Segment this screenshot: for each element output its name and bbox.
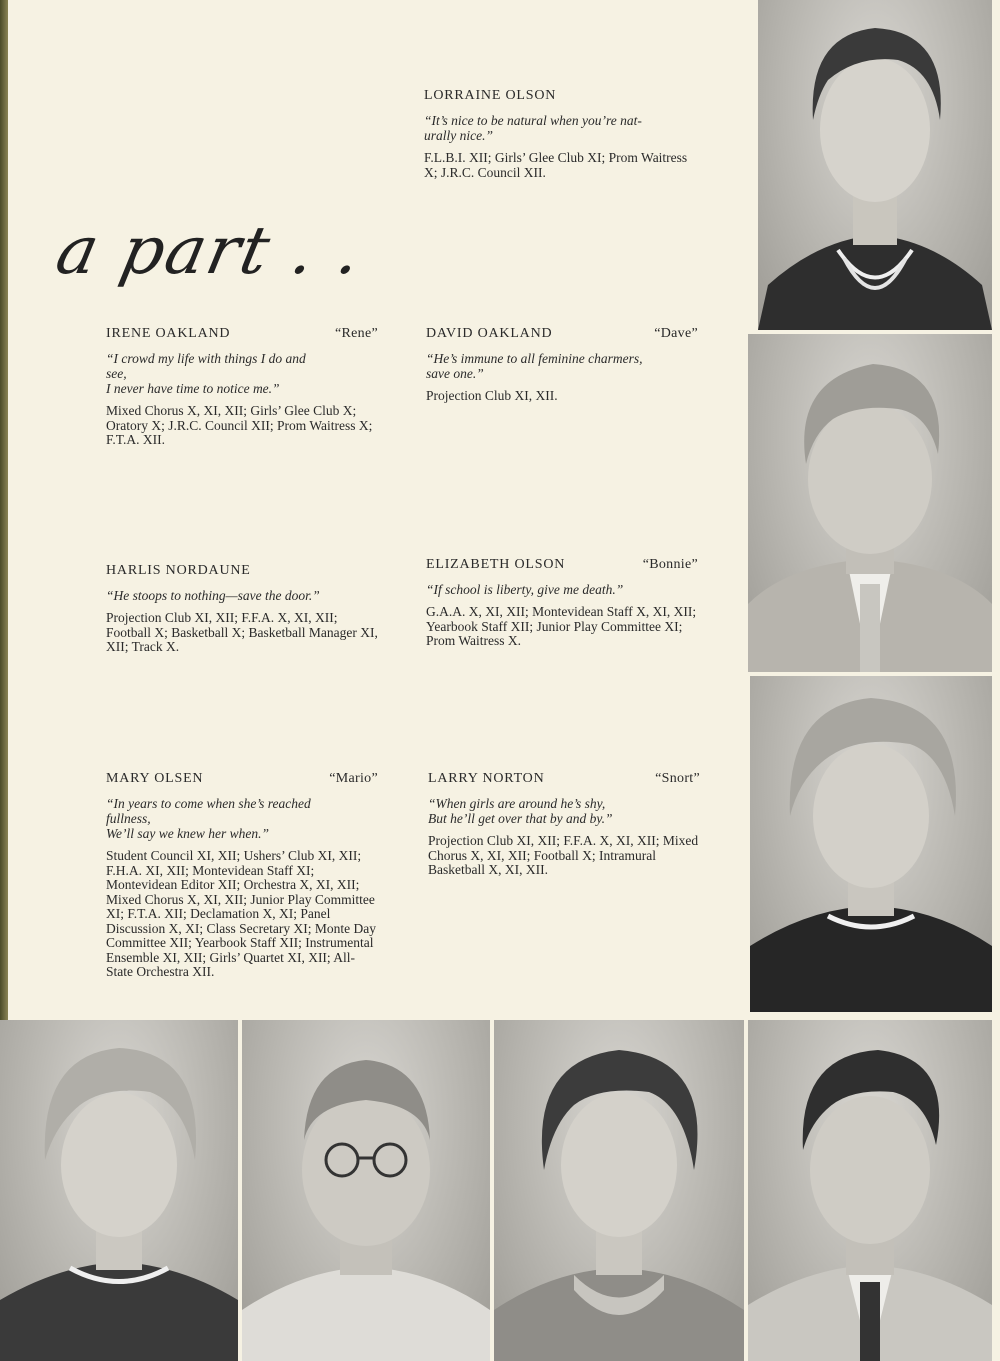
portrait-photo-lorraine-olson	[758, 0, 992, 330]
student-name: LORRAINE OLSON	[424, 88, 557, 103]
portrait-photo-elizabeth-olson	[750, 676, 992, 1012]
student-entry-harlis-nordaune	[106, 563, 378, 655]
student-activities: G.A.A. X, XI, XII; Montevidean Staff X, XI, XII; Yearbook Staff XII; Junior Play Committee XI; Prom Waitress X.	[426, 604, 697, 648]
student-activities: F.L.B.I. XII; Girls’ Glee Club XI; Prom Waitress X; J.R.C. Council XII.	[424, 150, 688, 180]
student-activities: Mixed Chorus X, XI, XII; Girls’ Glee Club X; Oratory X; J.R.C. Council XII; Prom Waitress X; F.T.A. XII.	[106, 403, 373, 447]
portrait-photo-irene-oakland	[0, 1020, 238, 1361]
student-entry-irene-oakland	[106, 326, 378, 448]
student-name: HARLIS NORDAUNE	[106, 563, 251, 578]
student-activities: Projection Club XI, XII; F.F.A. X, XI, XII; Football X; Basketball X; Basketball Manager XI, XII; Track X.	[106, 610, 378, 654]
student-quote: “He stoops to nothing—save the door.”	[106, 588, 320, 603]
portrait-photo-harlis-nordaune	[242, 1020, 490, 1361]
student-entry-david-oakland	[426, 326, 698, 404]
student-entry-elizabeth-olson	[426, 557, 698, 649]
student-name: MARY OLSEN	[106, 771, 204, 786]
student-name: ELIZABETH OLSON	[426, 557, 566, 572]
student-activities: Projection Club XI, XII.	[426, 388, 558, 403]
student-nickname: “Snort”	[655, 771, 700, 786]
student-quote: “If school is liberty, give me death.”	[426, 582, 624, 597]
student-name: IRENE OAKLAND	[106, 326, 231, 341]
student-quote: “When girls are around he’s shy, But he’ll get over that by and by.”	[428, 796, 613, 826]
student-nickname: “Rene”	[335, 326, 378, 341]
student-activities: Projection Club XI, XII; F.F.A. X, XI, XII; Mixed Chorus X, XI, XII; Football X; Intramural Basketball X, XI, XII.	[428, 833, 699, 877]
portrait-photo-mary-olsen	[494, 1020, 744, 1361]
student-entry-mary-olsen	[106, 771, 378, 980]
student-nickname: “Dave”	[654, 326, 698, 341]
student-name: LARRY NORTON	[428, 771, 545, 786]
student-activities: Student Council XI, XII; Ushers’ Club XI, XII; F.H.A. XI, XII; Montevidean Staff XI; Montevidean Editor XII; Orchestra X, XI, XII; Mixed Chorus X, XI, XII; Junior Play Committee XI; F.T.A. XII; Declamation X, XI; Panel Discussion X, XI; Class Secretary XI; Monte Day Committee XII; Yearbook Staff XII; Instrumental Ensemble XI, XII; Girls’ Quartet XI, XII; All-State Orchestra XII.	[106, 848, 376, 979]
student-quote: “It’s nice to be natural when you’re nat- urally nice.”	[424, 113, 642, 143]
student-entry-larry-norton	[428, 771, 700, 878]
student-nickname: “Mario”	[329, 771, 378, 786]
student-quote: “In years to come when she’s reached fullness, We’ll say we knew her when.”	[106, 796, 311, 841]
student-nickname: “Bonnie”	[642, 557, 698, 572]
student-entry-lorraine-olson	[424, 88, 696, 180]
student-quote: “He’s immune to all feminine charmers, save one.”	[426, 351, 643, 381]
portrait-photo-david-oakland	[748, 334, 992, 672]
student-quote: “I crowd my life with things I do and see, I never have time to notice me.”	[106, 351, 306, 396]
student-name: DAVID OAKLAND	[426, 326, 553, 341]
portrait-photo-larry-norton	[748, 1020, 992, 1361]
page-title: a part . .	[49, 212, 371, 289]
